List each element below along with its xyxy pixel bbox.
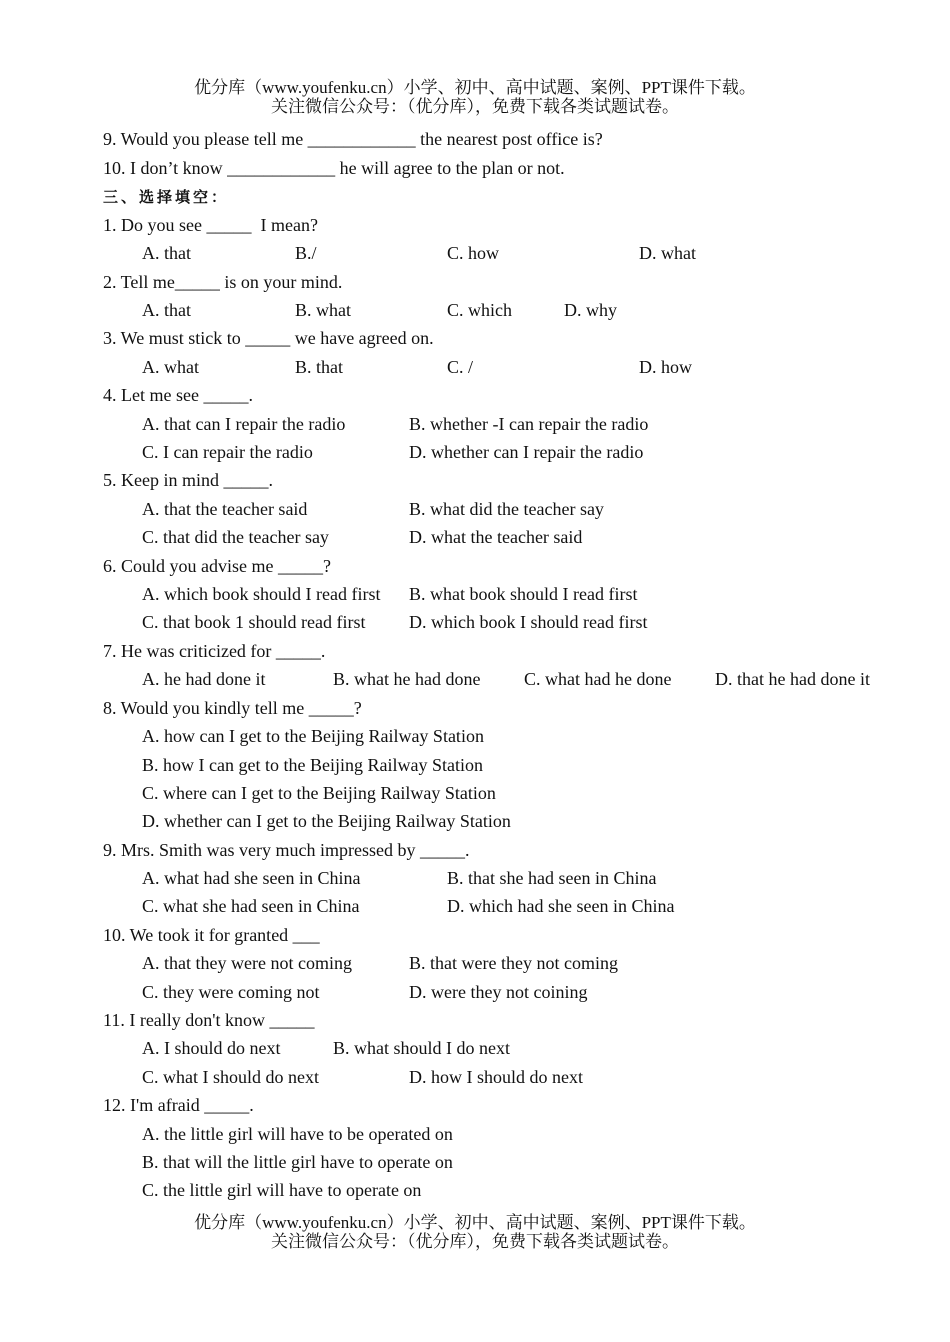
option: D. why — [564, 300, 617, 320]
option: A. that can I repair the radio — [142, 414, 346, 434]
option: D. how I should do next — [409, 1067, 583, 1087]
question-stem: 9. Mrs. Smith was very much impressed by _____. — [103, 840, 470, 860]
option: C. which — [447, 300, 512, 320]
option: A. the little girl will have to be operated on — [142, 1124, 453, 1144]
question-stem: 11. I really don't know _____ — [103, 1010, 315, 1030]
question-stem: 3. We must stick to _____ we have agreed on. — [103, 328, 434, 348]
fill-in-item: 9. Would you please tell me ____________ the nearest post office is? — [103, 129, 603, 149]
option: A. which book should I read first — [142, 584, 381, 604]
option: D. which had she seen in China — [447, 896, 675, 916]
option: C. where can I get to the Beijing Railway Station — [142, 783, 496, 803]
question-stem: 6. Could you advise me _____? — [103, 556, 331, 576]
option: A. I should do next — [142, 1038, 281, 1058]
option: B. what — [295, 300, 351, 320]
question-stem: 7. He was criticized for _____. — [103, 641, 326, 661]
option: D. how — [639, 357, 692, 377]
option: C. how — [447, 243, 500, 263]
option: B. what should I do next — [333, 1038, 510, 1058]
option: B. what book should I read first — [409, 584, 638, 604]
footer-line-2: 关注微信公众号：（优分库），免费下载各类试题试卷。 — [271, 1232, 679, 1251]
question-stem: 12. I'm afraid _____. — [103, 1095, 254, 1115]
option: A. that they were not coming — [142, 953, 352, 973]
option: A. what — [142, 357, 199, 377]
question-stem: 5. Keep in mind _____. — [103, 470, 273, 490]
option: B. how I can get to the Beijing Railway Station — [142, 755, 483, 775]
option: B. that — [295, 357, 343, 377]
option: D. which book I should read first — [409, 612, 648, 632]
section-title: 三、选择填空： — [103, 188, 230, 206]
option: A. what had she seen in China — [142, 868, 361, 888]
option: B. what did the teacher say — [409, 499, 604, 519]
option: C. what had he done — [524, 669, 672, 689]
option: B. that will the little girl have to operate on — [142, 1152, 453, 1172]
option: B. what he had done — [333, 669, 481, 689]
option: C. what she had seen in China — [142, 896, 360, 916]
question-stem: 4. Let me see _____. — [103, 385, 253, 405]
header-line-2: 关注微信公众号：（优分库），免费下载各类试题试卷。 — [271, 97, 679, 116]
option: D. were they not coining — [409, 982, 588, 1002]
header-line-1: 优分库（www.youfenku.cn）小学、初中、高中试题、案例、PPT课件下载。 — [194, 78, 756, 97]
option: B. that were they not coming — [409, 953, 618, 973]
option: C. I can repair the radio — [142, 442, 313, 462]
question-stem: 1. Do you see _____ I mean? — [103, 215, 318, 235]
option: B./ — [295, 243, 317, 263]
option: A. that — [142, 243, 191, 263]
option: B. whether -I can repair the radio — [409, 414, 649, 434]
question-stem: 2. Tell me_____ is on your mind. — [103, 272, 343, 292]
option: C. that did the teacher say — [142, 527, 329, 547]
option: C. they were coming not — [142, 982, 320, 1002]
fill-in-item: 10. I don’t know ____________ he will agree to the plan or not. — [103, 158, 565, 178]
option: D. whether can I repair the radio — [409, 442, 644, 462]
question-stem: 10. We took it for granted ___ — [103, 925, 320, 945]
option: A. how can I get to the Beijing Railway Station — [142, 726, 484, 746]
option: D. what the teacher said — [409, 527, 583, 547]
option: C. what I should do next — [142, 1067, 319, 1087]
option: A. that — [142, 300, 191, 320]
option: C. / — [447, 357, 474, 377]
question-stem: 8. Would you kindly tell me _____? — [103, 698, 362, 718]
option: D. that he had done it — [715, 669, 870, 689]
option: B. that she had seen in China — [447, 868, 657, 888]
footer-line-1: 优分库（www.youfenku.cn）小学、初中、高中试题、案例、PPT课件下载。 — [194, 1213, 756, 1232]
option: D. whether can I get to the Beijing Railway Station — [142, 811, 511, 831]
option: A. he had done it — [142, 669, 266, 689]
option: C. that book 1 should read first — [142, 612, 366, 632]
option: A. that the teacher said — [142, 499, 308, 519]
option: C. the little girl will have to operate on — [142, 1180, 422, 1200]
option: D. what — [639, 243, 696, 263]
